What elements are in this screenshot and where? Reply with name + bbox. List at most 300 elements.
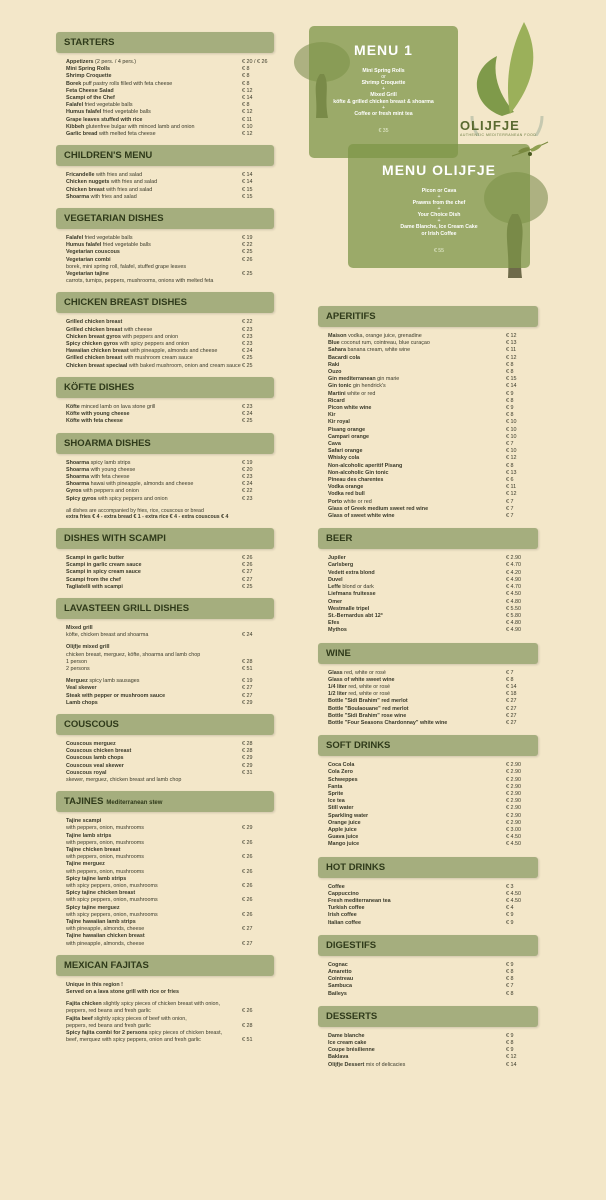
- menu-item: [318, 455, 538, 462]
- item-title: Schweppes: [328, 776, 358, 783]
- item-name: [56, 652, 242, 659]
- item-name: [56, 632, 242, 639]
- item-name: [318, 991, 506, 998]
- item-price: € 31: [242, 769, 253, 776]
- item-title: Gin mediterranean: [328, 376, 376, 383]
- item-title: Cappuccino: [328, 890, 359, 897]
- item-name: [318, 499, 506, 506]
- item-price: € 19: [242, 678, 253, 685]
- item-price: € 25: [242, 355, 253, 362]
- menu-item: [318, 670, 538, 677]
- item-description: with baked mushroom, onion and cream sauce: [127, 362, 241, 369]
- item-name: [56, 73, 242, 80]
- item-title: Italian coffee: [328, 919, 361, 926]
- menu-item: [56, 131, 274, 138]
- spacer: [318, 635, 538, 640]
- menu-section: [56, 145, 274, 206]
- item-description: 1 person: [66, 658, 87, 665]
- item-title: Westmalle tripel: [328, 605, 370, 612]
- item-price: € 2.90: [506, 790, 521, 797]
- item-description: white or red: [342, 498, 372, 505]
- item-price: € 4.90: [506, 576, 521, 583]
- item-name: [318, 684, 506, 691]
- spacer: [56, 138, 274, 143]
- menu-item: [56, 59, 274, 66]
- menu-line: or Irish Coffee: [421, 231, 457, 237]
- section-title: WINE: [326, 647, 351, 659]
- item-name: [56, 467, 242, 474]
- item-title: Tajine chicken breast: [66, 846, 121, 853]
- item-name: [56, 818, 242, 825]
- menu-item: [56, 418, 274, 425]
- item-name: [56, 941, 242, 948]
- item-title: Shoarma: [66, 193, 90, 200]
- section-title: SOFT DRINKS: [326, 740, 391, 752]
- menu-item: [56, 1016, 274, 1023]
- menu-item: [56, 341, 274, 348]
- item-name: [56, 982, 242, 989]
- menu-item: [56, 1001, 274, 1008]
- menu-item: [56, 481, 274, 488]
- menu-item: [56, 249, 274, 256]
- item-title: Couscous royal: [66, 769, 107, 776]
- menu-item: [56, 890, 274, 897]
- section-subtitle: Mediterranean stew: [106, 800, 163, 807]
- item-name: [56, 179, 242, 186]
- menu-section: [56, 791, 274, 953]
- item-name: [318, 627, 506, 634]
- section-header: [318, 528, 538, 549]
- item-name: [318, 720, 506, 727]
- item-description: slightly spicy pieces of beef with onion,: [92, 1015, 187, 1022]
- item-price: € 8: [242, 66, 250, 73]
- item-price: € 7: [506, 669, 514, 676]
- item-name: [318, 1062, 506, 1069]
- menu-item: [318, 713, 538, 720]
- menu-line: Mini Spring Rolls: [362, 68, 405, 74]
- item-name: [318, 513, 506, 520]
- item-title: 1/2 liter: [328, 691, 347, 698]
- item-price: € 28: [242, 748, 253, 755]
- item-title: Ricard: [328, 397, 345, 404]
- menu-section: [318, 306, 538, 525]
- item-price: [242, 919, 274, 926]
- item-price: € 4.80: [506, 598, 521, 605]
- item-title: Baklava: [328, 1054, 349, 1061]
- item-name: [56, 678, 242, 685]
- menu-item: [318, 606, 538, 613]
- item-price: € 27: [242, 692, 253, 699]
- item-price: € 7: [506, 513, 514, 520]
- item-price: € 29: [242, 825, 253, 832]
- item-title: Chicken breast gyros: [66, 333, 121, 340]
- menu-item: [56, 109, 274, 116]
- menu-line: Shrimp Croquette: [361, 80, 406, 86]
- item-name: [56, 194, 242, 201]
- item-description: with melted feta cheese: [97, 131, 156, 138]
- item-title: Humus falafel: [66, 109, 102, 116]
- item-name: [318, 555, 506, 562]
- spacer: [318, 520, 538, 525]
- item-price: € 14: [242, 95, 253, 102]
- drinks-column: [318, 306, 538, 1077]
- item-title: Grilled chicken breast: [66, 319, 123, 326]
- item-title: Borek: [66, 80, 82, 87]
- item-title: Tagliatelli with scampi: [66, 583, 123, 590]
- menu-item: [318, 376, 538, 383]
- item-price: € 51: [242, 1037, 253, 1044]
- section-title: DIGESTIFS: [326, 939, 377, 951]
- menu-item: [318, 441, 538, 448]
- item-name: [318, 355, 506, 362]
- menu-item: [318, 769, 538, 776]
- item-name: [318, 698, 506, 705]
- item-price: € 7: [506, 441, 514, 448]
- item-description: gin marie: [375, 376, 400, 383]
- item-price: € 9: [506, 961, 514, 968]
- item-name: [318, 1047, 506, 1054]
- menu-item: [318, 1047, 538, 1054]
- item-price: € 12: [506, 354, 517, 361]
- menu-item: [318, 562, 538, 569]
- menu-line: Dame Blanche, Ice Cream Cake: [400, 224, 478, 230]
- item-price: [242, 861, 274, 868]
- section-header: [56, 145, 274, 166]
- item-title: Coupe brésilienne: [328, 1047, 375, 1054]
- menu-item: [56, 355, 274, 362]
- item-price: € 26: [242, 868, 253, 875]
- item-name: [318, 477, 506, 484]
- item-description: peppers, red beans and fresh garlic: [66, 1022, 151, 1029]
- item-description: coconut rum, cointreau, blue curaçao: [339, 340, 430, 347]
- menu-item: [318, 333, 538, 340]
- item-name: [318, 791, 506, 798]
- item-price: € 8: [506, 969, 514, 975]
- item-name: [56, 644, 242, 651]
- item-price: € 7: [506, 983, 514, 990]
- item-name: [56, 341, 242, 348]
- menu-item: [56, 748, 274, 755]
- item-price: € 26: [242, 911, 253, 918]
- menu-item: [56, 88, 274, 95]
- spacer: [56, 1044, 274, 1049]
- item-price: € 11: [506, 347, 517, 354]
- item-price: € 9: [506, 1032, 514, 1039]
- item-price: € 2.90: [506, 819, 521, 826]
- item-title: Shoarma: [66, 459, 90, 466]
- menu-item: [56, 187, 274, 194]
- item-name: [318, 920, 506, 927]
- menu-item: [56, 95, 274, 102]
- item-name: [318, 976, 506, 983]
- item-description: carrots, turnips, peppers, mushrooms, onions with melted feta: [66, 278, 214, 285]
- item-price: € 12: [242, 131, 253, 138]
- menu-item: [318, 412, 538, 419]
- item-title: Fanta: [328, 783, 343, 790]
- menu-section: [56, 208, 274, 290]
- item-price: € 2.90: [506, 783, 521, 790]
- item-price: € 10: [506, 426, 517, 433]
- item-title: Glass of white sweet wine: [328, 676, 395, 683]
- item-name: [318, 898, 506, 905]
- menu-item: [56, 883, 274, 890]
- item-title: Shoarma: [66, 473, 90, 480]
- spacer: [56, 707, 274, 712]
- item-description: with pineapple, almonds, cheese: [66, 940, 145, 947]
- item-price: € 12: [506, 491, 517, 498]
- item-price: [242, 1016, 274, 1023]
- item-title: Duvel: [328, 576, 343, 583]
- item-price: € 4.50: [506, 841, 521, 848]
- item-description: with fries and salad: [109, 179, 158, 186]
- section-note: all dishes are accompanied by fries, rice, couscous or bread: [66, 507, 204, 514]
- item-price: € 27: [506, 719, 517, 726]
- menu-section: [56, 377, 274, 431]
- item-name: [318, 584, 506, 591]
- item-description: red, white or rosé: [342, 669, 386, 676]
- item-title: Shoarma: [66, 481, 90, 488]
- menu-item: [56, 235, 274, 242]
- item-name: [56, 861, 242, 868]
- menu-item: [56, 562, 274, 569]
- item-price: € 14: [506, 1061, 517, 1068]
- item-description: fried vegetable balls: [101, 242, 151, 249]
- item-title: Mixed grill: [66, 624, 93, 631]
- item-title: Couscous veal skewer: [66, 762, 124, 769]
- menu-item: [318, 777, 538, 784]
- item-name: [318, 412, 506, 419]
- item-price: € 14: [506, 383, 517, 390]
- section-header: [56, 791, 274, 812]
- item-description: with spicy peppers, onion, mushrooms: [66, 883, 158, 889]
- item-price: [242, 264, 274, 271]
- item-price: € 51: [242, 665, 253, 672]
- menu-item: [56, 1037, 274, 1044]
- menu-section: [56, 433, 274, 526]
- menu-item: [56, 777, 274, 784]
- item-description: banana cream, white wine: [345, 347, 411, 354]
- item-name: [318, 599, 506, 606]
- item-name: [56, 897, 242, 904]
- item-name: [56, 363, 242, 370]
- item-name: [56, 109, 242, 116]
- menu-item: [318, 499, 538, 506]
- item-price: € 8: [506, 412, 514, 419]
- menu-item: [318, 419, 538, 426]
- menu-item: [56, 584, 274, 591]
- item-price: € 11: [242, 116, 253, 123]
- menu-item: [56, 271, 274, 278]
- item-name: [56, 562, 242, 569]
- menu-item: [318, 820, 538, 827]
- menu-item: [318, 448, 538, 455]
- item-title: Chicken nuggets: [66, 179, 110, 186]
- item-name: [318, 691, 506, 698]
- item-title: Mini Spring Rolls: [66, 66, 111, 73]
- item-description: fried vegetable balls: [101, 109, 151, 116]
- item-name: [318, 670, 506, 677]
- spacer: [56, 948, 274, 953]
- menu-item: [56, 652, 274, 659]
- item-price: € 12: [506, 333, 517, 339]
- menu-item: [56, 179, 274, 186]
- menu-item: [56, 847, 274, 854]
- item-price: € 27: [242, 576, 253, 583]
- item-price: € 12: [242, 87, 253, 94]
- item-title: Olijfje Dessert: [328, 1061, 365, 1068]
- item-title: Carlsberg: [328, 562, 354, 569]
- item-title: Spicy fajita combi for 2 persons: [66, 1030, 148, 1037]
- item-price: € 10: [242, 123, 253, 130]
- menu-item: [56, 693, 274, 700]
- item-title: Turkish coffee: [328, 905, 365, 912]
- item-price: € 8: [506, 1040, 514, 1047]
- menu-item: [318, 427, 538, 434]
- menu-item: [318, 962, 538, 969]
- item-name: [56, 496, 242, 503]
- menu-item: [56, 411, 274, 418]
- menu-item: [318, 898, 538, 905]
- item-price: € 20: [242, 466, 253, 473]
- item-title: Vodka red bull: [328, 491, 365, 498]
- menu-item: [56, 666, 274, 673]
- item-title: Coffee: [328, 883, 345, 890]
- item-title: Feta Cheese Salad: [66, 87, 114, 94]
- item-title: Gin tonic: [328, 383, 352, 390]
- item-price: € 25: [242, 583, 253, 590]
- item-title: Guava juice: [328, 834, 359, 841]
- item-price: [242, 1001, 274, 1008]
- section-header: [56, 208, 274, 229]
- item-title: Glass of Greek medium sweet red wine: [328, 505, 429, 512]
- item-price: € 14: [506, 683, 517, 690]
- item-name: [56, 912, 242, 919]
- item-name: [318, 340, 506, 347]
- item-price: € 27: [506, 698, 517, 705]
- item-price: € 14: [242, 172, 253, 179]
- section-title: TAJINES: [64, 796, 104, 808]
- item-title: Bottle "Boulaouane" red merlot: [328, 705, 409, 712]
- item-title: Mango juice: [328, 841, 360, 848]
- item-title: Apple juice: [328, 826, 357, 833]
- item-title: Whisky cola: [328, 455, 360, 462]
- item-name: [56, 555, 242, 562]
- item-name: [318, 713, 506, 720]
- menu-item: [56, 941, 274, 948]
- menu-item: [56, 632, 274, 639]
- item-price: € 9: [506, 919, 514, 926]
- item-price: € 14: [242, 179, 253, 186]
- item-title: Köfte with feta cheese: [66, 418, 123, 425]
- menu-item: [318, 1040, 538, 1047]
- item-title: Bottle "Sidi Brahim" rose wine: [328, 712, 407, 719]
- item-description: with peppers, onion, mushrooms: [66, 854, 144, 861]
- item-name: [318, 1033, 506, 1040]
- item-title: Kir: [328, 412, 336, 419]
- item-price: € 12: [506, 455, 517, 462]
- item-title: Coca Cola: [328, 762, 355, 769]
- item-description: minced lamb on lava stone grill: [79, 403, 156, 410]
- menu-item: [318, 784, 538, 791]
- menu-item: [56, 334, 274, 341]
- menu-item: [318, 1062, 538, 1069]
- item-name: [318, 577, 506, 584]
- item-title: Scampi in spicy cream sauce: [66, 569, 141, 576]
- menu-item: [56, 319, 274, 326]
- item-price: € 10: [506, 433, 517, 440]
- menu-item: [318, 577, 538, 584]
- item-title: Non-alcoholic aperitif Pisang: [328, 462, 403, 469]
- item-title: Sparkling water: [328, 812, 369, 819]
- item-title: Irish coffee: [328, 912, 357, 919]
- menu-line: +: [437, 218, 441, 224]
- section-title: CHILDREN'S MENU: [64, 150, 153, 162]
- item-title: Ouzo: [328, 369, 342, 376]
- item-description: 2 persons: [66, 665, 90, 672]
- section-header: [318, 857, 538, 878]
- menu-item: [318, 983, 538, 990]
- menu-item: [56, 124, 274, 131]
- menu-item: [318, 470, 538, 477]
- item-title: Unique in this region !: [66, 981, 123, 988]
- item-price: € 9: [506, 405, 514, 412]
- item-price: € 4: [506, 905, 514, 912]
- item-price: € 27: [506, 705, 517, 712]
- item-title: Campari orange: [328, 433, 370, 440]
- spacer: [56, 201, 274, 206]
- item-price: € 2.90: [506, 798, 521, 805]
- item-name: [56, 117, 242, 124]
- item-price: € 4.50: [506, 591, 521, 598]
- item-description: with peppers, onion, mushrooms: [66, 839, 144, 846]
- section-title: DISHES WITH SCAMPI: [64, 532, 166, 544]
- item-price: € 9: [506, 390, 514, 397]
- item-price: € 23: [242, 495, 253, 502]
- item-name: [56, 66, 242, 73]
- item-price: € 11: [506, 484, 517, 491]
- item-title: Scampi in garlic butter: [66, 554, 125, 561]
- item-name: [56, 131, 242, 138]
- item-description: with peppers and onion: [120, 333, 179, 340]
- item-title: Humus falafel: [66, 242, 102, 249]
- item-price: [242, 982, 274, 989]
- item-price: [242, 905, 274, 912]
- item-name: [318, 827, 506, 834]
- item-title: Spicy gyros: [66, 495, 97, 502]
- item-price: € 12: [506, 1054, 517, 1061]
- item-price: € 9: [506, 1047, 514, 1054]
- item-description: with fries and salad: [104, 186, 153, 193]
- item-name: [318, 784, 506, 791]
- item-price: € 15: [242, 186, 253, 193]
- item-description: with feta cheese: [89, 473, 130, 480]
- item-name: [318, 441, 506, 448]
- item-price: € 23: [242, 333, 253, 340]
- item-name: [318, 448, 506, 455]
- item-price: € 22: [242, 319, 253, 326]
- menu-item: [56, 876, 274, 883]
- item-description: köfte, chicken breast and shoarma: [66, 632, 149, 639]
- item-name: [318, 419, 506, 426]
- item-price: [242, 890, 274, 897]
- section-header: [56, 433, 274, 454]
- item-title: Veal skewer: [66, 685, 97, 692]
- menu-item: [56, 81, 274, 88]
- item-price: € 27: [242, 569, 253, 576]
- item-title: Dame blanche: [328, 1032, 365, 1039]
- item-title: 1/4 liter: [328, 683, 347, 690]
- section-title: VEGETARIAN DISHES: [64, 213, 164, 225]
